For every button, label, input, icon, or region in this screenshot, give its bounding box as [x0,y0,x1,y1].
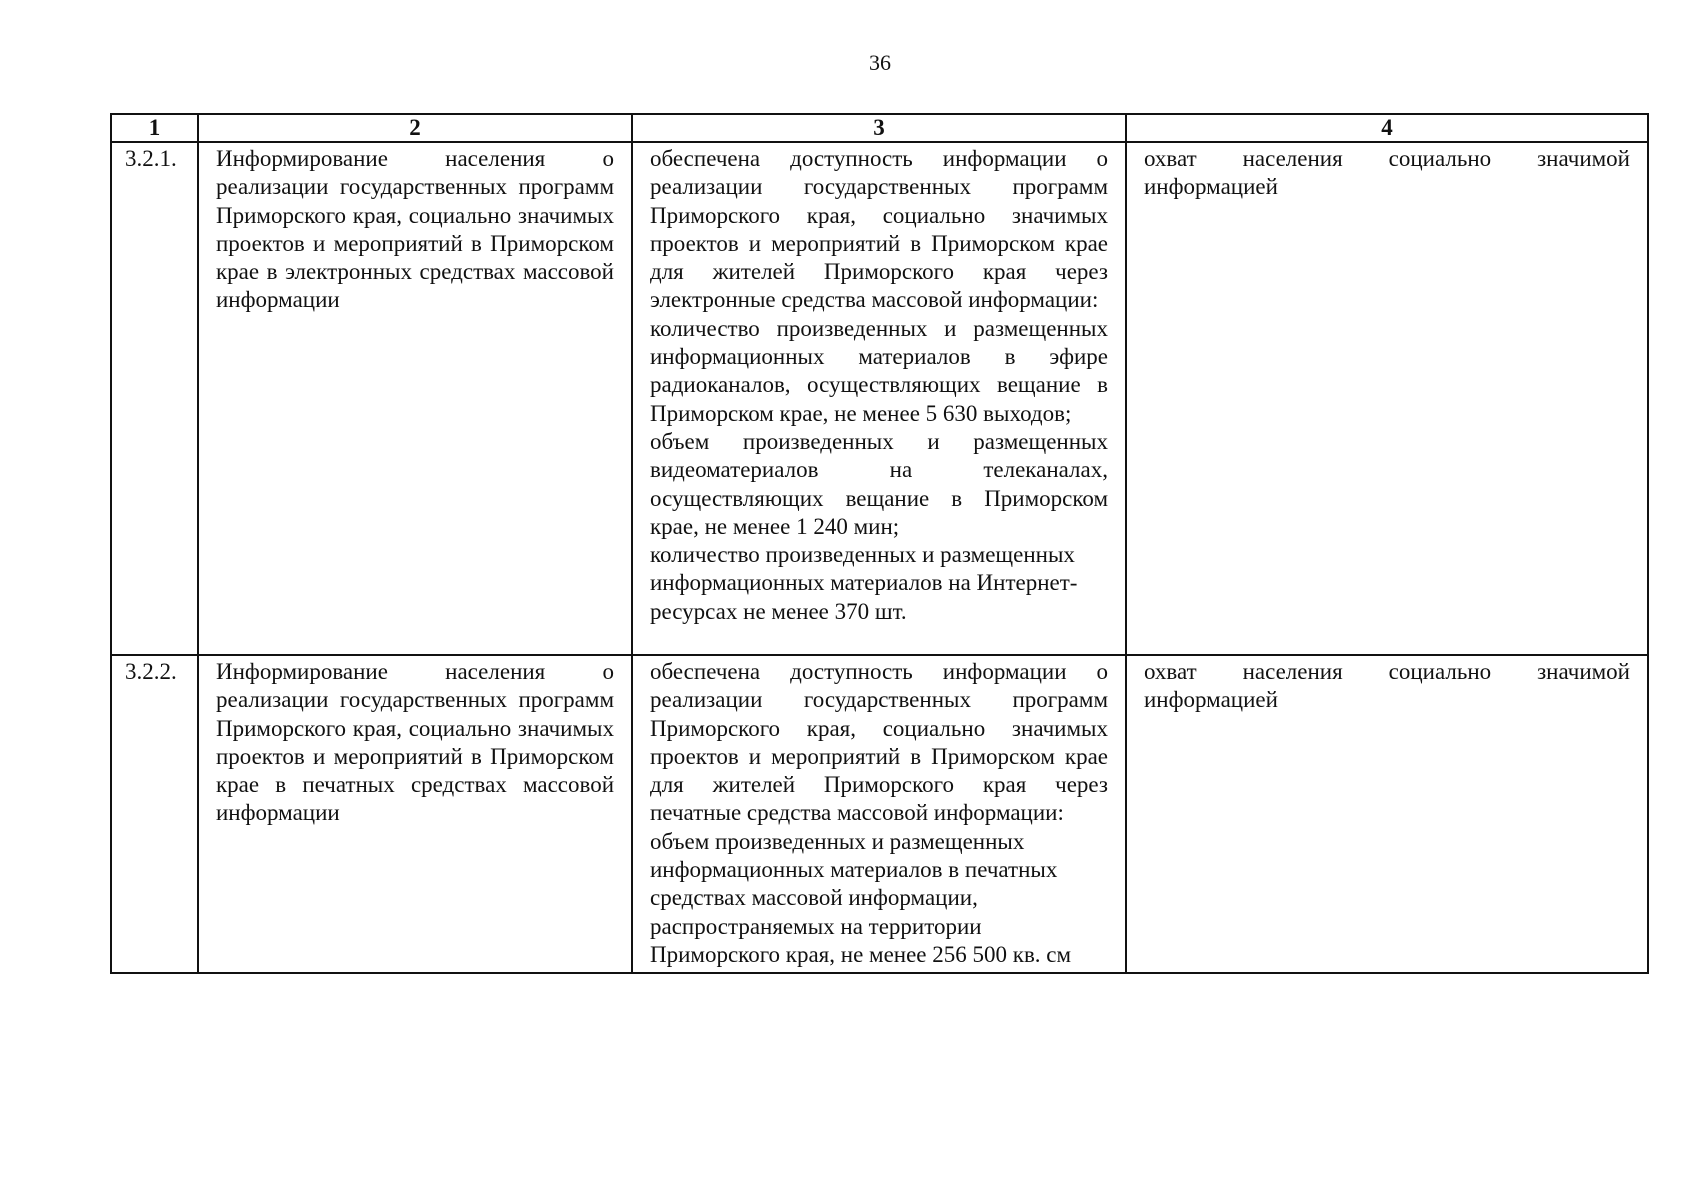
result-paragraph: объем произведенных и размещенных информационных материалов в печатных средствах массовой информации, распространяемых на территории Приморского края, не менее 256 500 кв. см [650,828,1072,967]
table-row [111,655,1648,973]
result-paragraph: количество произведенных и размещенных информационных материалов на Интернет-ресурсах не менее 370 шт. [650,542,1078,624]
result-paragraph: количество произведенных и размещенных информационных материалов в эфире радиоканалов, осуществляющих вещание в Приморском крае, не менее 5 630 выходов; [650,315,1108,426]
event-cell: Информирование населения о реализации государственных программ Приморского края, социально значимых проектов и мероприятий в Приморском крае в печатных средствах массовой информации [198,655,632,973]
result-paragraph: обеспечена доступность информации о реализации государственных программ Приморского края, социально значимых проектов и мероприятий в Приморском крае для жителей Приморского края через печатные средства массовой информации: [650,659,1108,826]
row-number-cell: 3.2.1. [111,142,198,655]
column-header-1: 1 [111,114,198,142]
result-cell [632,142,1126,655]
result-cell [632,655,1126,973]
column-header-4: 4 [1126,114,1648,142]
table-row [111,142,1648,655]
table-header-row [111,114,1648,142]
result-paragraph: объем произведенных и размещенных видеоматериалов на телеканалах, осуществляющих вещание в Приморском крае, не менее 1 240 мин; [650,428,1108,539]
page-number: 36 [869,50,891,75]
result-paragraph: обеспечена доступность информации о реализации государственных программ Приморского края, социально значимых проектов и мероприятий в Приморском крае для жителей Приморского края через электронные средства массовой информации: [650,146,1108,313]
event-cell: Информирование населения о реализации государственных программ Приморского края, социально значимых проектов и мероприятий в Приморском крае в электронных средствах массовой информации [198,142,632,655]
document-table [110,113,1649,974]
indicator-cell: охват населения социально значимой информацией [1126,142,1648,655]
column-header-3: 3 [632,114,1126,142]
indicator-cell: охват населения социально значимой информацией [1126,655,1648,973]
row-number-cell: 3.2.2. [111,655,198,973]
column-header-2: 2 [198,114,632,142]
